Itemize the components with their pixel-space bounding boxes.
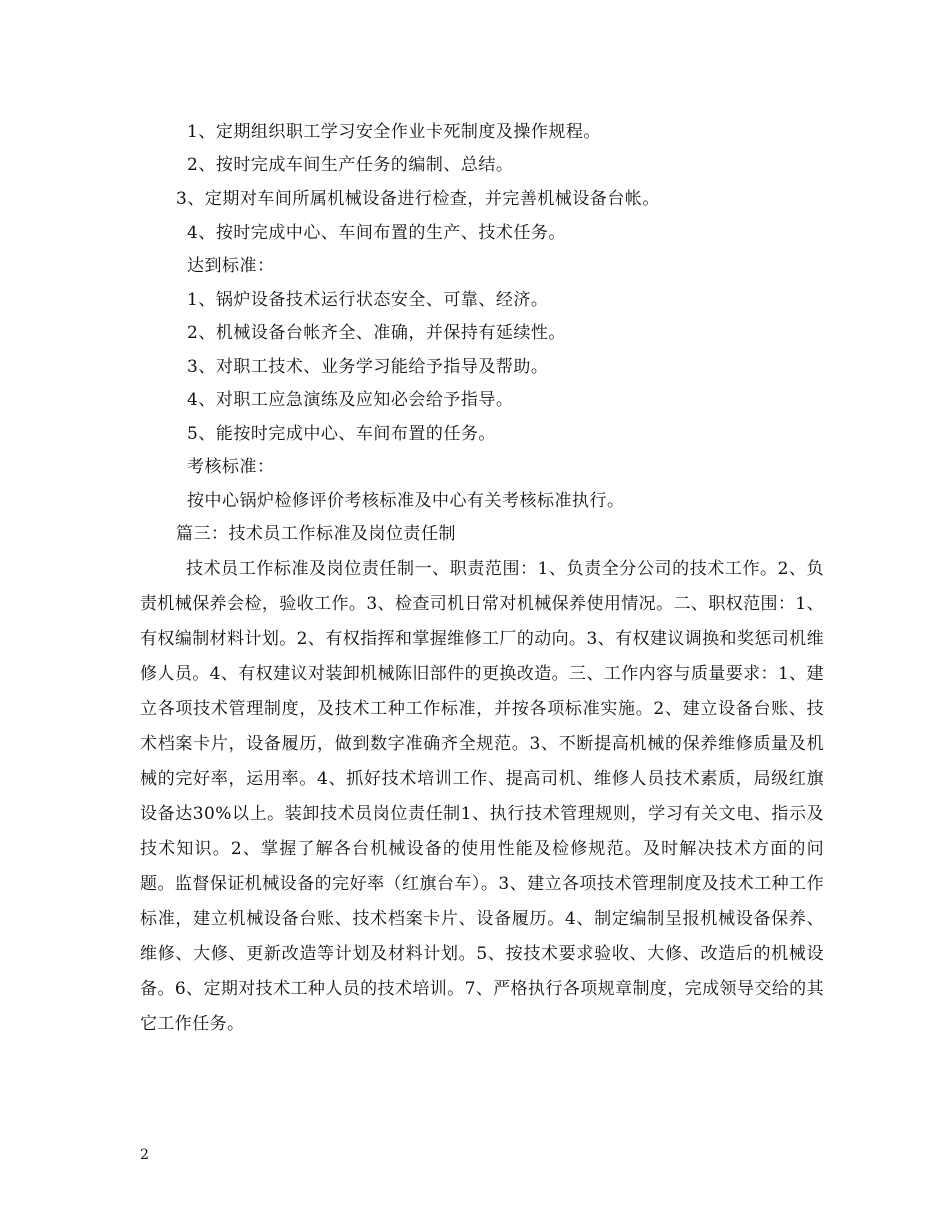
standard-item-5: 5、能按时完成中心、车间布置的任务。 (187, 424, 496, 444)
standard-item-4: 4、对职工应急演练及应知必会给予指导。 (187, 390, 514, 410)
duty-item-3: 3、定期对车间所属机械设备进行检查，并完善机械设备台帐。 (176, 189, 660, 209)
standard-item-3: 3、对职工技术、业务学习能给予指导及帮助。 (187, 357, 549, 377)
body-paragraph: 技术员工作标准及岗位责任制一、职责范围：1、负责全分公司的技术工作。2、负责机械保养会检，验收工作。3、检查司机日常对机械保养使用情况。二、职权范围：1、有权编制材料计划。2、有权指挥和掌握维修工厂的动向。3、有权建议调换和奖惩司机维修人员。4、有权建议对装卸机械陈旧部件的更换改造。三、工作内容与质量要求：1、建立各项技术管理制度，及技术工种工作标准，并按各项标准实施。2、建立设备台账、技术档案卡片，设备履历，做到数字准确齐全规范。3、不断提高机械的保养维修质量及机械的完好率，运用率。4、抓好技术培训工作、提高司机、维修人员技术素质，局级红旗设备达30%以上。装卸技术员岗位责任制1、执行技术管理规则，学习有关文电、指示及技术知识。2、掌握了解各台机械设备的使用性能及检修规范。及时解决技术方面的问题。监督保证机械设备的完好率（红旗台车）。3、建立各项技术管理制度及技术工种工作标准，建立机械设备台账、技术档案卡片、设备履历。4、制定编制呈报机械设备保养、维修、大修、更新改造等计划及材料计划。5、按技术要求验收、大修、改造后的机械设备。6、定期对技术工种人员的技术培训。7、严格执行各项规章制度，完成领导交给的其它工作任务。 (140, 559, 824, 1034)
chapter-heading: 篇三：技术员工作标准及岗位责任制 (176, 524, 456, 544)
standard-item-2: 2、机械设备台帐齐全、准确，并保持有延续性。 (187, 323, 566, 343)
section-heading-assessment: 考核标准： (187, 457, 275, 477)
duty-item-4: 4、按时完成中心、车间布置的生产、技术任务。 (187, 223, 566, 243)
duty-item-2: 2、按时完成车间生产任务的编制、总结。 (187, 155, 514, 175)
duty-item-1: 1、定期组织职工学习安全作业卡死制度及操作规程。 (187, 122, 601, 142)
assessment-text: 按中心锅炉检修评价考核标准及中心有关考核标准执行。 (187, 491, 625, 511)
section-heading-standards: 达到标准： (187, 256, 275, 276)
page-number: 2 (140, 1147, 149, 1163)
standard-item-1: 1、锅炉设备技术运行状态安全、可靠、经济。 (187, 290, 549, 310)
